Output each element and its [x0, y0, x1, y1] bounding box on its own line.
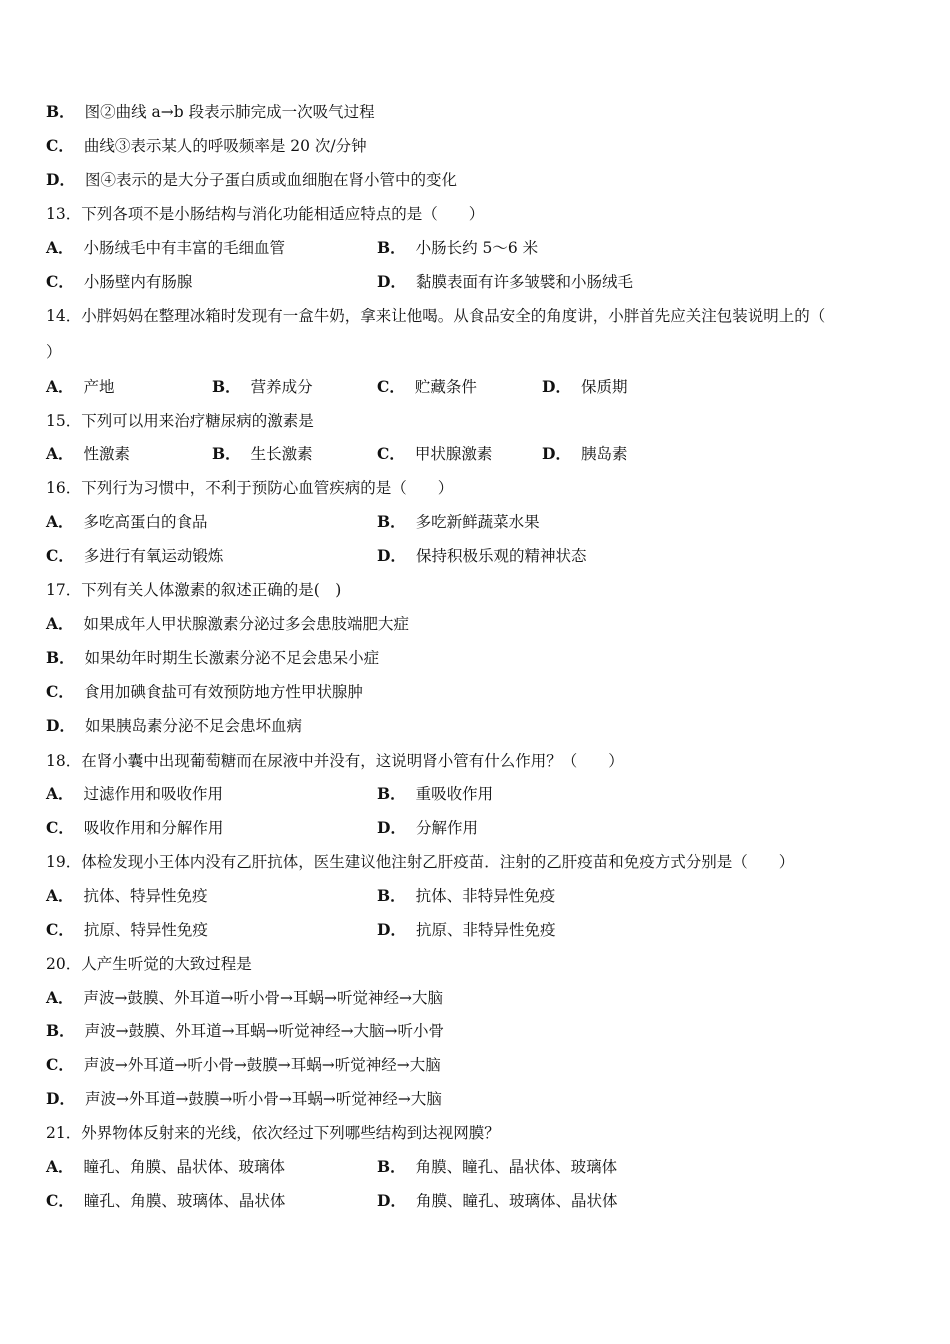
q17-option-a: A． 如果成年人甲状腺激素分泌过多会患肢端肥大症 [46, 614, 410, 633]
q20-option-d: D． 声波→外耳道→鼓膜→听小骨→耳蜗→听觉神经→大脑 [46, 1089, 442, 1108]
q17-option-c: C． 食用加碘食盐可有效预防地方性甲状腺肿 [46, 682, 363, 701]
q18-option-d: D． 分解作用 [377, 818, 478, 837]
q14-option-b: B． 营养成分 [212, 377, 313, 396]
q18-option-a: A． 过滤作用和吸收作用 [46, 784, 224, 803]
q19-option-c: C． 抗原、特异性免疫 [46, 920, 208, 939]
q19-option-d: D． 抗原、非特异性免疫 [377, 920, 556, 939]
q20-option-a: A． 声波→鼓膜、外耳道→听小骨→耳蜗→听觉神经→大脑 [46, 988, 443, 1007]
q17-option-b: B． 如果幼年时期生长激素分泌不足会患呆小症 [46, 648, 380, 667]
q18-option-c: C． 吸收作用和分解作用 [46, 818, 224, 837]
q14-stem-line1: 14．小胖妈妈在整理冰箱时发现有一盒牛奶，拿来让他喝。从食品安全的角度讲，小胖首先应关注包装说明上的（ [46, 307, 826, 325]
q21-option-c: C． 瞳孔、角膜、玻璃体、晶状体 [46, 1191, 286, 1210]
q17-stem: 17．下列有关人体激素的叙述正确的是( ) [46, 581, 342, 599]
q16-option-d: D． 保持积极乐观的精神状态 [377, 546, 587, 565]
q16-option-c: C． 多进行有氧运动锻炼 [46, 546, 224, 565]
q13-option-c: C． 小肠壁内有肠腺 [46, 272, 193, 291]
q13-option-b: B． 小肠长约 5～6 米 [377, 238, 539, 257]
q12-option-c: C． 曲线③表示某人的呼吸频率是 20 次/分钟 [46, 136, 367, 155]
q15-option-b: B． 生长激素 [212, 444, 313, 463]
q15-option-d: D． 胰岛素 [542, 444, 628, 463]
q16-option-a: A． 多吃高蛋白的食品 [46, 512, 208, 531]
q19-option-a: A． 抗体、特异性免疫 [46, 886, 208, 905]
q19-stem: 19．体检发现小王体内没有乙肝抗体，医生建议他注射乙肝疫苗．注射的乙肝疫苗和免疫方式分别是（ ） [46, 853, 795, 871]
q21-option-d: D． 角膜、瞳孔、玻璃体、晶状体 [377, 1191, 618, 1210]
q13-option-d: D． 黏膜表面有许多皱襞和小肠绒毛 [377, 272, 633, 291]
q13-stem: 13．下列各项不是小肠结构与消化功能相适应特点的是（ ） [46, 205, 485, 223]
q14-stem-line2: ） [46, 343, 62, 361]
q14-option-c: C． 贮藏条件 [377, 377, 477, 396]
q12-option-d: D． 图④表示的是大分子蛋白质或血细胞在肾小管中的变化 [46, 170, 457, 189]
q14-option-d: D． 保质期 [542, 377, 628, 396]
q16-stem: 16．下列行为习惯中，不利于预防心血管疾病的是（ ） [46, 479, 454, 497]
q19-option-b: B． 抗体、非特异性免疫 [377, 886, 556, 905]
q18-option-b: B． 重吸收作用 [377, 784, 494, 803]
q13-option-a: A． 小肠绒毛中有丰富的毛细血管 [46, 238, 286, 257]
q21-option-b: B． 角膜、瞳孔、晶状体、玻璃体 [377, 1157, 618, 1176]
q18-stem: 18．在肾小囊中出现葡萄糖而在尿液中并没有，这说明肾小管有什么作用？（ ） [46, 752, 624, 770]
q15-stem: 15．下列可以用来治疗糖尿病的激素是 [46, 412, 314, 430]
q20-stem: 20．人产生听觉的大致过程是 [46, 955, 252, 973]
q16-option-b: B． 多吃新鲜蔬菜水果 [377, 512, 540, 531]
q20-option-c: C． 声波→外耳道→听小骨→鼓膜→耳蜗→听觉神经→大脑 [46, 1055, 441, 1074]
q12-option-b: B． 图②曲线 a→b 段表示肺完成一次吸气过程 [46, 102, 375, 121]
q20-option-b: B． 声波→鼓膜、外耳道→耳蜗→听觉神经→大脑→听小骨 [46, 1021, 445, 1040]
q14-option-a: A． 产地 [46, 377, 115, 396]
q21-option-a: A． 瞳孔、角膜、晶状体、玻璃体 [46, 1157, 286, 1176]
q15-option-c: C． 甲状腺激素 [377, 444, 493, 463]
q21-stem: 21．外界物体反射来的光线，依次经过下列哪些结构到达视网膜？ [46, 1124, 500, 1142]
q15-option-a: A． 性激素 [46, 444, 131, 463]
q17-option-d: D． 如果胰岛素分泌不足会患坏血病 [46, 716, 302, 735]
